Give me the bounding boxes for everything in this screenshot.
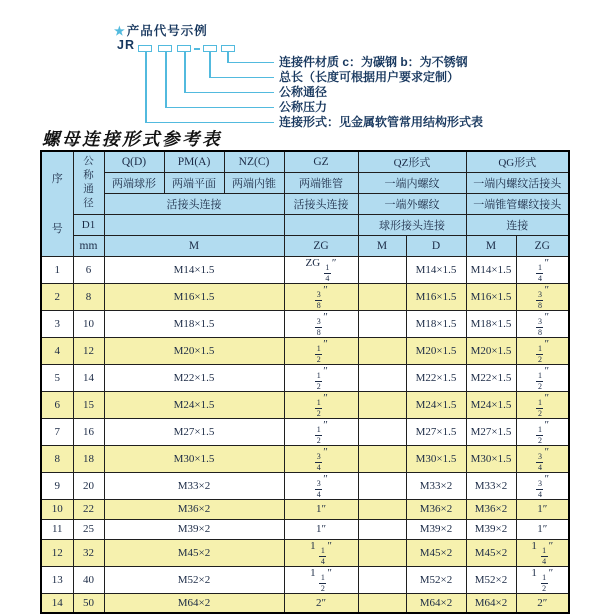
- cell-qz-d: M27×1.5: [406, 418, 466, 445]
- cell-qg-zg: $\frac{1}{2}$ ″: [516, 391, 569, 418]
- cell-qg-zg: $\frac{3}{8}$ ″: [516, 283, 569, 310]
- cell-gz: $\frac{3}{4}$ ″: [284, 445, 358, 472]
- cell-dn: 15: [73, 391, 104, 418]
- cell-qg-zg: 1 $\frac{1}{4}$ ″: [516, 539, 569, 566]
- code-box-3: [177, 45, 191, 52]
- cell-m: M64×2: [104, 593, 284, 613]
- cell-dn: 20: [73, 472, 104, 499]
- cell-qg-m: M52×2: [466, 566, 516, 593]
- cell-m: M45×2: [104, 539, 284, 566]
- table-body: [41, 256, 569, 613]
- connector-line: [209, 52, 211, 78]
- cell-serial: 13: [41, 566, 73, 593]
- table-row: [41, 256, 569, 283]
- cell-qz-d: M30×1.5: [406, 445, 466, 472]
- header-serial: 序 号: [41, 151, 73, 256]
- header-group-qd: Q(D): [104, 151, 164, 172]
- cell-dn: 16: [73, 418, 104, 445]
- star-icon: ★: [114, 24, 126, 38]
- cell-m: M52×2: [104, 566, 284, 593]
- cell-gz: 2″: [284, 593, 358, 613]
- header-empty-gz: [284, 214, 358, 235]
- header-sub-nzc: 两端内锥: [224, 172, 284, 193]
- cell-serial: 5: [41, 364, 73, 391]
- header-empty-qpn: [104, 214, 284, 235]
- cell-gz: 1″: [284, 519, 358, 539]
- cell-qz-m: [358, 283, 406, 310]
- cell-gz: ZG $\frac{1}{4}$ ″: [284, 256, 358, 283]
- cell-dn: 50: [73, 593, 104, 613]
- cell-qz-d: M14×1.5: [406, 256, 466, 283]
- cell-serial: 6: [41, 391, 73, 418]
- cell-qz-m: [358, 472, 406, 499]
- cell-qz-m: [358, 593, 406, 613]
- table-row: [41, 472, 569, 499]
- header-group-qg: QG形式: [466, 151, 569, 172]
- table-row: [41, 593, 569, 613]
- cell-serial: 7: [41, 418, 73, 445]
- connector-line: [145, 122, 274, 124]
- table-title: 螺母连接形式参考表: [42, 129, 222, 149]
- cell-qz-d: M22×1.5: [406, 364, 466, 391]
- cell-qz-m: [358, 310, 406, 337]
- cell-qz-m: [358, 539, 406, 566]
- cell-qz-m: [358, 256, 406, 283]
- cell-serial: 4: [41, 337, 73, 364]
- cell-dn: 25: [73, 519, 104, 539]
- connector-line: [227, 62, 274, 64]
- cell-qz-m: [358, 519, 406, 539]
- cell-qg-zg: $\frac{1}{2}$ ″: [516, 418, 569, 445]
- diagram-heading-text: 产品代号示例: [126, 24, 208, 38]
- table-row: [41, 566, 569, 593]
- cell-qz-m: [358, 445, 406, 472]
- cell-qz-m: [358, 364, 406, 391]
- table-row: [41, 519, 569, 539]
- cell-dn: 10: [73, 310, 104, 337]
- header-row-3: [41, 193, 569, 214]
- cell-serial: 2: [41, 283, 73, 310]
- header-unit-m2: M: [358, 235, 406, 256]
- cell-qg-m: M16×1.5: [466, 283, 516, 310]
- cell-gz: $\frac{3}{4}$ ″: [284, 472, 358, 499]
- header-row-5: [41, 235, 569, 256]
- cell-qg-m: M30×1.5: [466, 445, 516, 472]
- cell-serial: 10: [41, 499, 73, 519]
- cell-qg-zg: 2″: [516, 593, 569, 613]
- header-unit-zg2: ZG: [516, 235, 569, 256]
- cell-qz-m: [358, 337, 406, 364]
- cell-qg-zg: 1″: [516, 499, 569, 519]
- cell-m: M24×1.5: [104, 391, 284, 418]
- table-row: [41, 539, 569, 566]
- header-group-pma: PM(A): [164, 151, 224, 172]
- cell-m: M30×1.5: [104, 445, 284, 472]
- cell-m: M14×1.5: [104, 256, 284, 283]
- header-unit-m3: M: [466, 235, 516, 256]
- cell-serial: 9: [41, 472, 73, 499]
- cell-serial: 8: [41, 445, 73, 472]
- cell-qz-m: [358, 566, 406, 593]
- cell-qg-zg: $\frac{1}{4}$ ″: [516, 256, 569, 283]
- cell-serial: 11: [41, 519, 73, 539]
- cell-dn: 18: [73, 445, 104, 472]
- table-row: [41, 364, 569, 391]
- diagram-label-connection: 连接形式：见金属软管常用结构形式表: [279, 115, 484, 129]
- cell-qg-zg: $\frac{3}{4}$ ″: [516, 472, 569, 499]
- header-union-qpn: 活接头连接: [104, 193, 284, 214]
- cell-serial: 14: [41, 593, 73, 613]
- cell-qz-d: M20×1.5: [406, 337, 466, 364]
- diagram-heading: [114, 21, 208, 39]
- cell-qg-m: M20×1.5: [466, 337, 516, 364]
- header-sub-qd: 两端球形: [104, 172, 164, 193]
- cell-qz-d: M16×1.5: [406, 283, 466, 310]
- code-box-1: [138, 45, 152, 52]
- cell-qg-zg: $\frac{1}{2}$ ″: [516, 364, 569, 391]
- cell-qg-m: M33×2: [466, 472, 516, 499]
- table-row: [41, 445, 569, 472]
- header-sub-qz: 一端内螺纹: [358, 172, 466, 193]
- cell-m: M33×2: [104, 472, 284, 499]
- cell-m: M39×2: [104, 519, 284, 539]
- cell-qg-zg: $\frac{3}{8}$ ″: [516, 310, 569, 337]
- header-group-gz: GZ: [284, 151, 358, 172]
- cell-m: M18×1.5: [104, 310, 284, 337]
- cell-qz-d: M52×2: [406, 566, 466, 593]
- cell-m: M36×2: [104, 499, 284, 519]
- cell-qz-d: M64×2: [406, 593, 466, 613]
- cell-m: M16×1.5: [104, 283, 284, 310]
- cell-qz-m: [358, 391, 406, 418]
- header-ball-joint-qz: 球形接头连接: [358, 214, 466, 235]
- cell-gz: 1 $\frac{1}{4}$ ″: [284, 539, 358, 566]
- cell-dn: 40: [73, 566, 104, 593]
- connector-line: [145, 52, 147, 123]
- cell-gz: $\frac{1}{2}$ ″: [284, 391, 358, 418]
- connector-line: [184, 92, 274, 94]
- cell-gz: $\frac{3}{8}$ ″: [284, 310, 358, 337]
- cell-gz: $\frac{1}{2}$ ″: [284, 364, 358, 391]
- table-row: [41, 391, 569, 418]
- connector-line: [184, 52, 186, 93]
- cell-dn: 6: [73, 256, 104, 283]
- header-group-nzc: NZ(C): [224, 151, 284, 172]
- cell-qg-zg: $\frac{3}{4}$ ″: [516, 445, 569, 472]
- cell-qz-d: M36×2: [406, 499, 466, 519]
- cell-qg-zg: 1 $\frac{1}{2}$ ″: [516, 566, 569, 593]
- cell-qg-m: M36×2: [466, 499, 516, 519]
- code-box-2: [158, 45, 172, 52]
- cell-qg-m: M22×1.5: [466, 364, 516, 391]
- code-dash: [194, 48, 200, 50]
- table-row: [41, 499, 569, 519]
- cell-serial: 3: [41, 310, 73, 337]
- code-box-4: [203, 45, 217, 52]
- header-sub-pma: 两端平面: [164, 172, 224, 193]
- diagram-label-pressure: 公称压力: [279, 100, 328, 114]
- cell-qg-m: M14×1.5: [466, 256, 516, 283]
- header-row-2: [41, 172, 569, 193]
- connector-line: [165, 107, 274, 109]
- header-group-qz: QZ形式: [358, 151, 466, 172]
- cell-gz: 1″: [284, 499, 358, 519]
- cell-m: M20×1.5: [104, 337, 284, 364]
- cell-qg-zg: 1″: [516, 519, 569, 539]
- header-unit-m1: M: [104, 235, 284, 256]
- cell-m: M27×1.5: [104, 418, 284, 445]
- connector-line: [209, 77, 274, 79]
- cell-qg-m: M18×1.5: [466, 310, 516, 337]
- cell-serial: 1: [41, 256, 73, 283]
- cell-qz-d: M24×1.5: [406, 391, 466, 418]
- cell-gz: $\frac{1}{2}$ ″: [284, 337, 358, 364]
- cell-qz-d: M33×2: [406, 472, 466, 499]
- header-unit-zg1: ZG: [284, 235, 358, 256]
- cell-qz-d: M45×2: [406, 539, 466, 566]
- cell-gz: $\frac{1}{2}$ ″: [284, 418, 358, 445]
- header-row-1: [41, 151, 569, 172]
- table-row: [41, 418, 569, 445]
- table-row: [41, 337, 569, 364]
- cell-qg-m: M24×1.5: [466, 391, 516, 418]
- cell-dn: 14: [73, 364, 104, 391]
- cell-serial: 12: [41, 539, 73, 566]
- cell-qg-m: M27×1.5: [466, 418, 516, 445]
- cell-qg-m: M39×2: [466, 519, 516, 539]
- cell-dn: 22: [73, 499, 104, 519]
- cell-gz: $\frac{3}{8}$ ″: [284, 283, 358, 310]
- header-row-4: [41, 214, 569, 235]
- diagram-label-diameter: 公称通径: [279, 85, 328, 99]
- nut-connection-reference-table: [40, 150, 570, 614]
- cell-dn: 12: [73, 337, 104, 364]
- header-unit-d: D: [406, 235, 466, 256]
- cell-qg-m: M64×2: [466, 593, 516, 613]
- product-code-prefix: JR: [117, 38, 135, 52]
- code-box-5: [221, 45, 235, 52]
- table-row: [41, 283, 569, 310]
- header-external-thread-qz: 一端外螺纹: [358, 193, 466, 214]
- table-row: [41, 310, 569, 337]
- cell-m: M22×1.5: [104, 364, 284, 391]
- cell-gz: 1 $\frac{1}{2}$ ″: [284, 566, 358, 593]
- cell-dn: 32: [73, 539, 104, 566]
- header-nominal-diameter: 公 称 通 径: [73, 151, 104, 214]
- cell-qz-d: M18×1.5: [406, 310, 466, 337]
- cell-qz-d: M39×2: [406, 519, 466, 539]
- header-connect-qg: 连接: [466, 214, 569, 235]
- cell-qz-m: [358, 418, 406, 445]
- cell-qz-m: [358, 499, 406, 519]
- cell-qg-m: M45×2: [466, 539, 516, 566]
- header-d1: D1: [73, 214, 104, 235]
- diagram-label-material: 连接件材质 c：为碳钢 b：为不锈钢: [279, 55, 468, 69]
- header-sub-gz: 两端锥管: [284, 172, 358, 193]
- cell-qg-zg: $\frac{1}{2}$ ″: [516, 337, 569, 364]
- connector-line: [165, 52, 167, 108]
- header-sub-qg: 一端内螺纹活接头: [466, 172, 569, 193]
- header-mm: mm: [73, 235, 104, 256]
- diagram-label-length: 总长（长度可根据用户要求定制）: [279, 70, 460, 84]
- header-taper-thread-qg: 一端锥管螺纹接头: [466, 193, 569, 214]
- cell-dn: 8: [73, 283, 104, 310]
- header-union-gz: 活接头连接: [284, 193, 358, 214]
